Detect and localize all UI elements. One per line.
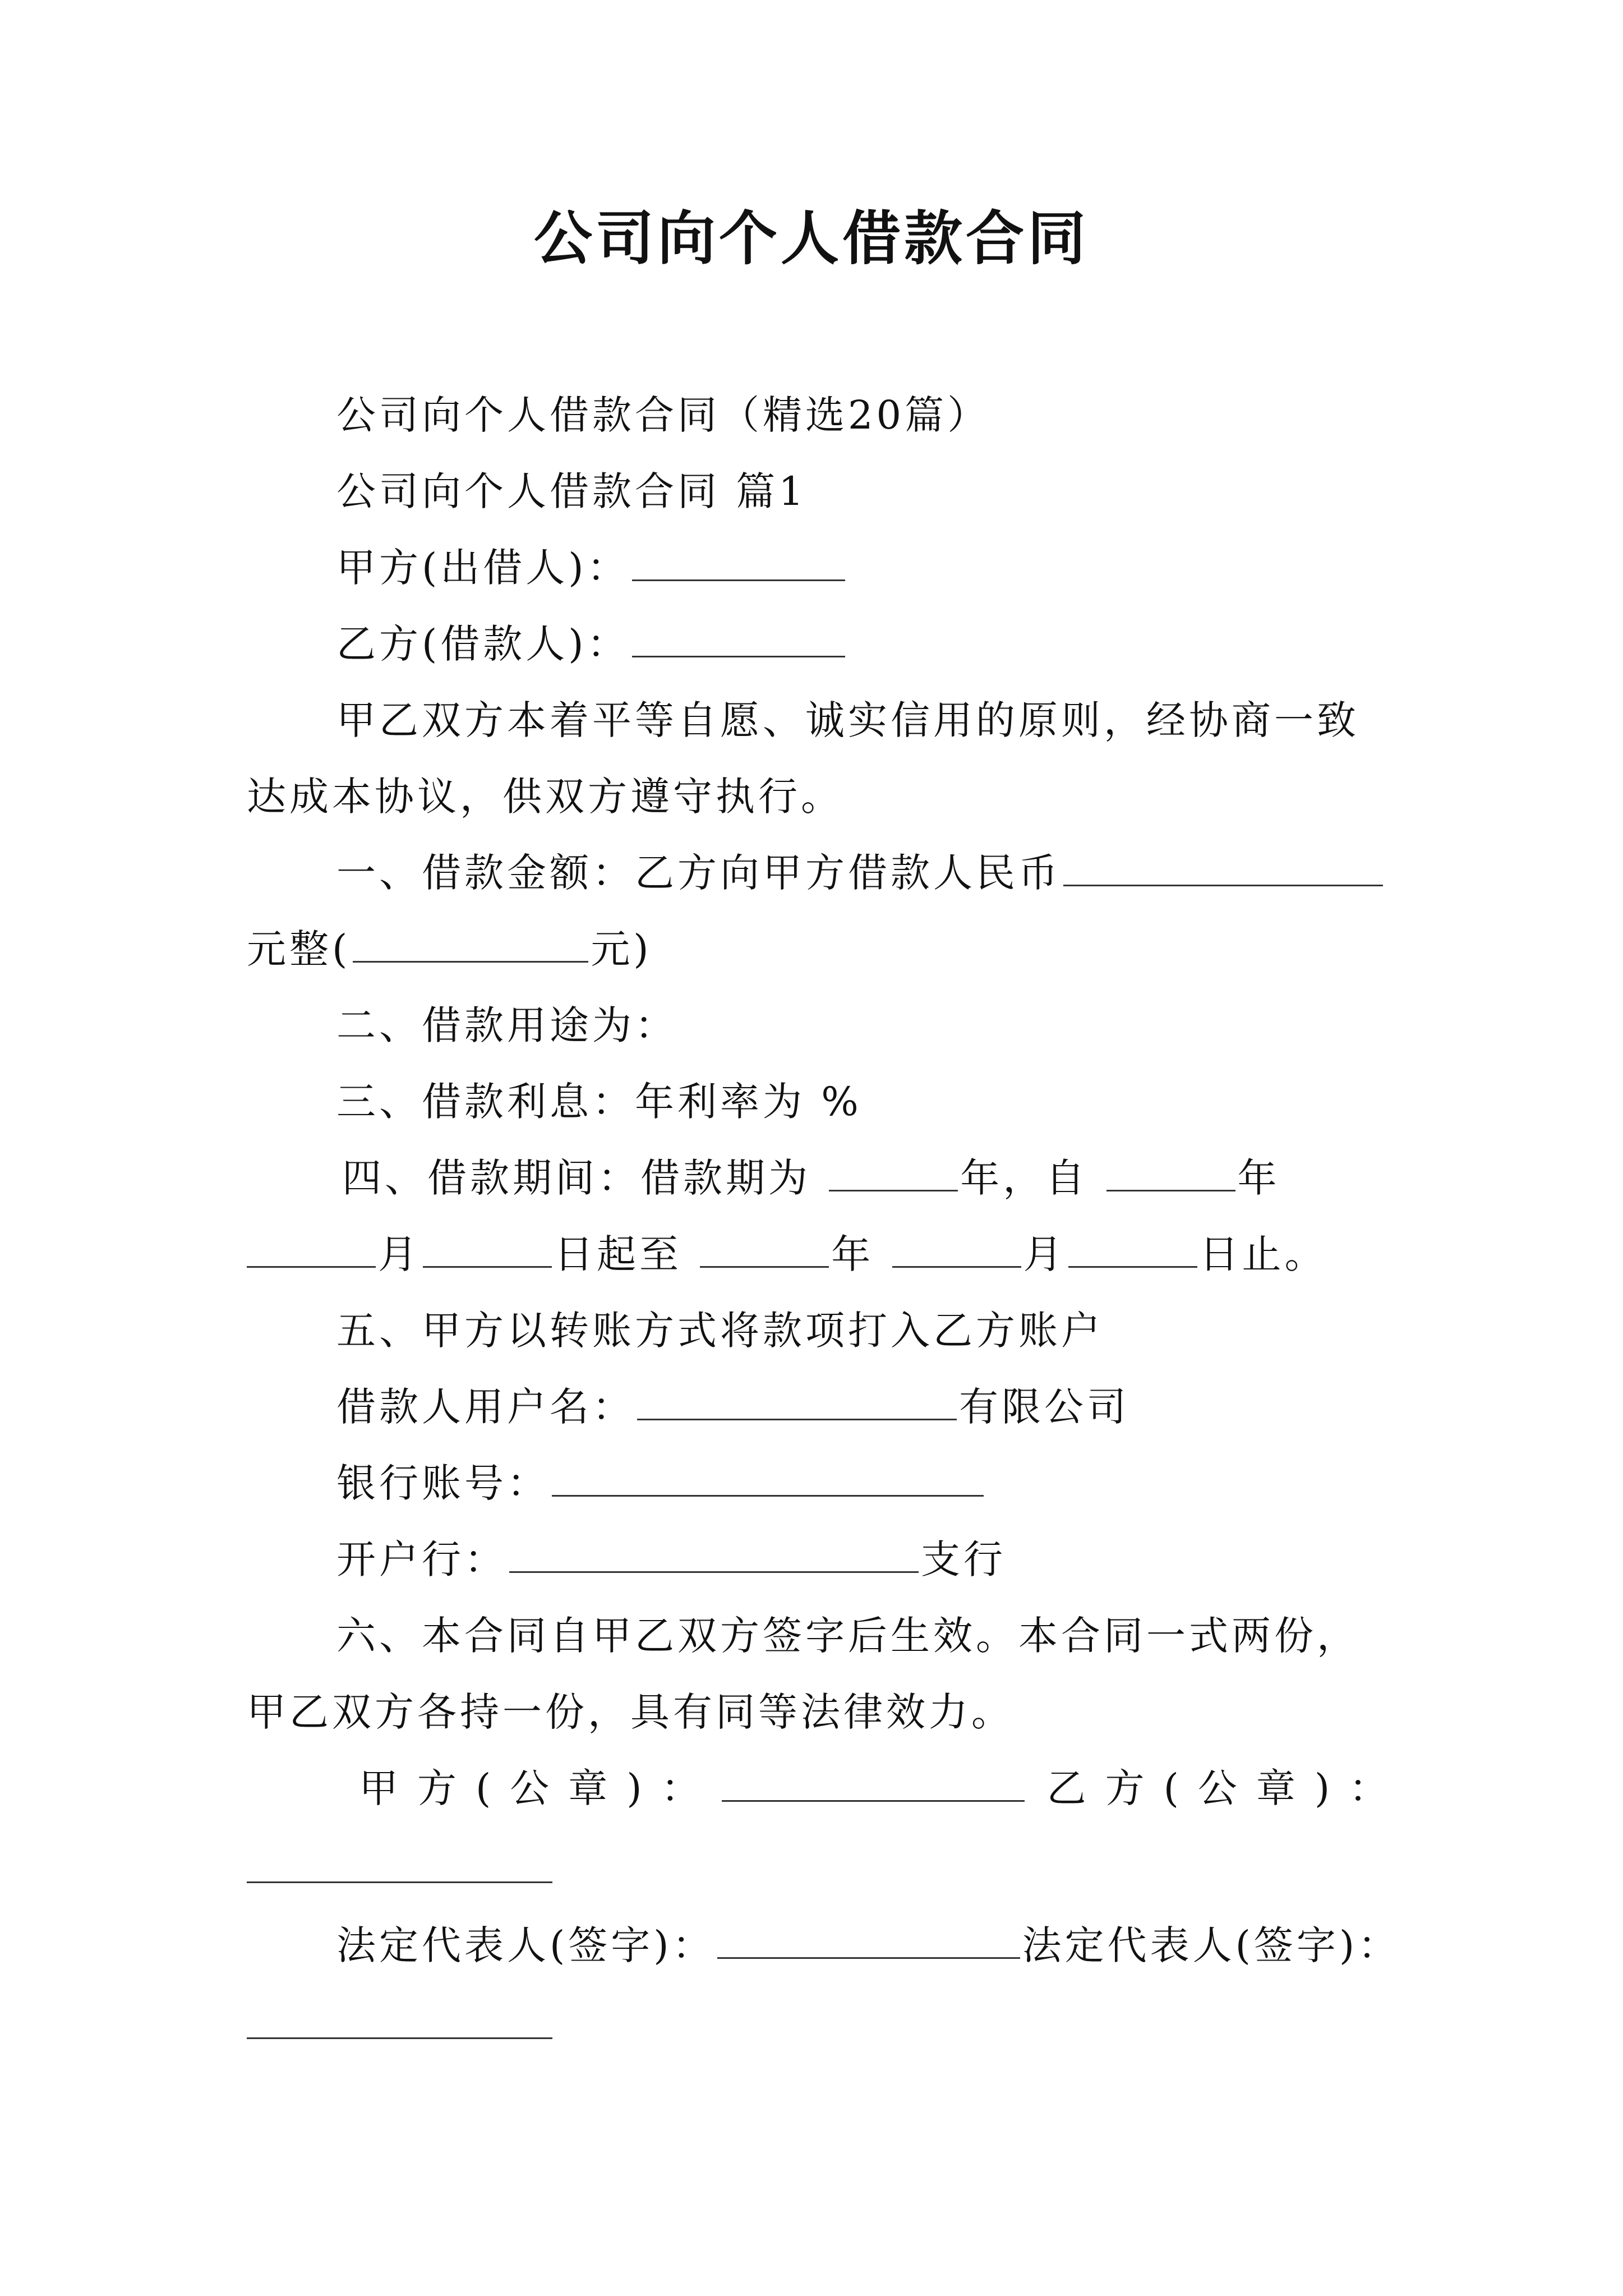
clause-5: 五、甲方以转账方式将款项打入乙方账户	[336, 1308, 1104, 1354]
party-a-blank	[632, 544, 845, 581]
bank-line	[336, 1531, 1006, 1588]
clause-1-text: 一、借款金额：乙方向甲方借款人民币	[336, 850, 1061, 896]
seal-line	[359, 1760, 1407, 1816]
clause-4-line-1	[342, 1150, 1280, 1206]
clause-4-start-year-blank	[1106, 1154, 1235, 1191]
party-b-line	[336, 616, 847, 672]
seal-a-blank	[722, 1764, 1025, 1802]
clause-1-amount-blank	[1063, 849, 1383, 886]
seal-a-label: 甲方(公章)：	[359, 1765, 720, 1811]
clause-1-line-1	[336, 845, 1385, 901]
bank-suffix: 支行	[921, 1536, 1006, 1582]
clause-4-prefix: 四、借款期间：借款期为	[342, 1155, 811, 1201]
account-name-blank	[637, 1383, 957, 1420]
clause-1-number-blank	[353, 925, 588, 963]
account-name-label: 借款人用户名：	[336, 1384, 635, 1430]
bank-account-label: 银行账号：	[336, 1460, 550, 1506]
rep-line	[336, 1917, 1400, 1973]
clause-4-nian-3: 年	[831, 1231, 874, 1277]
account-name-suffix: 有限公司	[959, 1384, 1129, 1430]
account-name-line	[336, 1379, 1129, 1435]
clause-6-line-1: 六、本合同自甲乙双方签字后生效。本合同一式两份，	[336, 1613, 1359, 1659]
party-b-label: 乙方(借款人)：	[336, 621, 630, 667]
rep-b-label: 法定代表人(签字)：	[1022, 1922, 1401, 1968]
clause-4-start-day-blank	[423, 1230, 552, 1268]
clause-4-end-month-blank	[892, 1230, 1021, 1268]
rep-b-blank	[247, 2036, 552, 2039]
clause-1-yuan-zheng: 元整(	[247, 926, 351, 972]
clause-4-line-2	[247, 1226, 1327, 1282]
clause-4-end-day-blank	[1068, 1230, 1197, 1268]
document-title: 公司向个人借款合同	[533, 204, 1089, 273]
clause-4-nian: 年，自	[960, 1155, 1089, 1201]
clause-4-ri-qi-zhi: 日起至	[554, 1231, 682, 1277]
seal-b-blank	[247, 1880, 552, 1883]
clause-2: 二、借款用途为：	[336, 1002, 677, 1048]
clause-4-ri-zhi: 日止。	[1199, 1231, 1327, 1277]
clause-6-line-2: 甲乙双方各持一份，具有同等法律效力。	[247, 1689, 1014, 1735]
clause-4-yue-2: 月	[1023, 1231, 1066, 1277]
intro-line-1: 甲乙双方本着平等自愿、诚实信用的原则，经协商一致	[336, 697, 1359, 743]
rep-a-blank	[717, 1921, 1020, 1959]
clause-4-nian-2: 年	[1237, 1155, 1280, 1201]
clause-4-term-blank	[829, 1154, 958, 1191]
clause-4-yue: 月	[378, 1231, 421, 1277]
seal-b-label: 乙方(公章)：	[1046, 1765, 1408, 1811]
clause-1-line-2	[247, 921, 652, 977]
bank-blank	[509, 1535, 919, 1573]
party-a-label: 甲方(出借人)：	[336, 545, 630, 591]
party-b-blank	[632, 620, 845, 657]
intro-line-2: 达成本协议，供双方遵守执行。	[247, 774, 843, 820]
rep-a-label: 法定代表人(签字)：	[336, 1922, 715, 1968]
bank-label: 开户行：	[336, 1536, 507, 1582]
bank-account-line	[336, 1455, 986, 1511]
subtitle: 公司向个人借款合同（精选20篇）	[336, 392, 990, 438]
clause-4-end-year-blank	[700, 1230, 829, 1268]
clause-4-start-month-blank	[247, 1230, 376, 1268]
section-heading: 公司向个人借款合同 篇1	[336, 468, 807, 514]
bank-account-blank	[552, 1459, 984, 1497]
party-a-line	[336, 540, 847, 596]
clause-1-yuan-close: 元)	[591, 926, 652, 972]
clause-3: 三、借款利息：年利率为 %	[336, 1079, 862, 1125]
